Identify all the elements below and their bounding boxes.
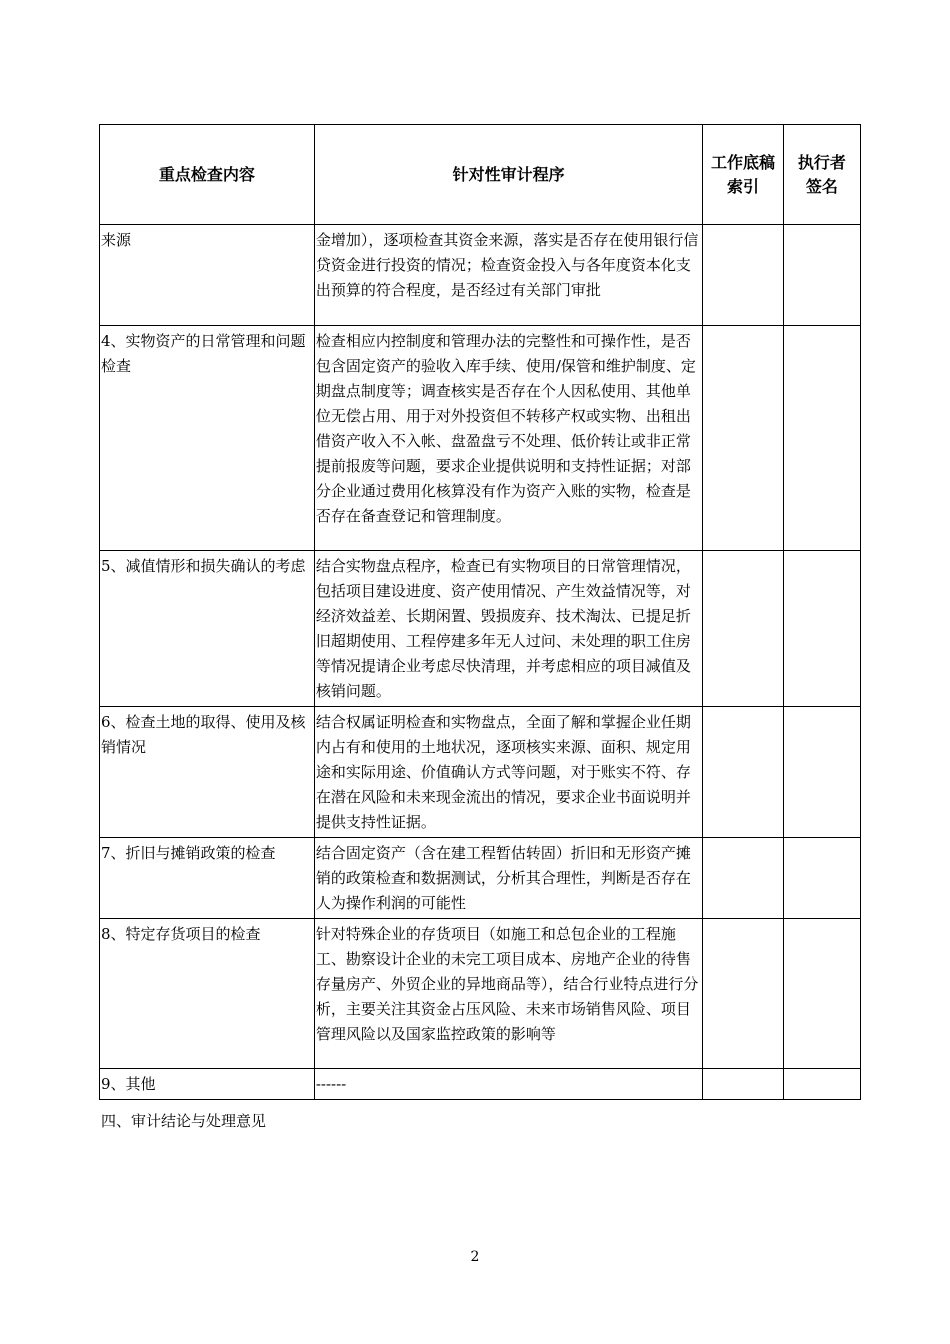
- row-index-text: [703, 551, 782, 556]
- row-index-text: [703, 326, 782, 331]
- row-item-cell: [100, 1069, 315, 1100]
- row-signer-text: [784, 225, 860, 230]
- row-item-text: 8、特定存货项目的检查: [101, 925, 261, 943]
- table-row: [100, 838, 861, 919]
- row-procedure-text: 结合权属证明检查和实物盘点，全面了解和掌握企业任期内占有和使用的土地状况，逐项核实来源、面积、规定用途和实际用途、价值确认方式等问题，对于账实不符、存在潜在风险和未来现金流出的情况，要求企业书面说明并提供支持性证据。: [315, 713, 691, 831]
- header-workpaper-index-line-1: 工作底稿: [711, 152, 776, 172]
- page-number: 2: [470, 1249, 480, 1265]
- row-item-cell: [100, 838, 315, 919]
- row-signer-cell: [783, 1069, 860, 1100]
- header-key-content: 重点检查内容: [100, 125, 315, 225]
- row-item-text: 来源: [101, 231, 132, 249]
- row-signer-text: [784, 326, 860, 331]
- row-index-text: [703, 838, 782, 843]
- row-procedure-cell: [314, 838, 703, 919]
- table-row: [100, 326, 861, 551]
- row-index-cell: [703, 326, 783, 551]
- header-executor-signature-line-2: 签名: [805, 176, 838, 196]
- row-index-text: [703, 225, 782, 230]
- row-index-text: [703, 919, 782, 924]
- row-signer-cell: [783, 326, 860, 551]
- row-signer-cell: [783, 225, 860, 326]
- row-item-text: 6、检查土地的取得、使用及核销情况: [101, 713, 306, 756]
- row-signer-text: [784, 707, 860, 712]
- row-index-text: [703, 707, 782, 712]
- row-index-cell: [703, 1069, 783, 1100]
- row-item-text: 5、减值情形和损失确认的考虑: [101, 557, 306, 575]
- header-workpaper-index: [703, 125, 783, 225]
- row-signer-text: [784, 551, 860, 556]
- row-signer-text: [784, 919, 860, 924]
- row-item-cell: [100, 225, 315, 326]
- row-signer-cell: [783, 707, 860, 838]
- row-signer-cell: [783, 551, 860, 707]
- row-item-cell: [100, 326, 315, 551]
- row-procedure-cell: [314, 551, 703, 707]
- row-index-cell: [703, 838, 783, 919]
- row-signer-cell: [783, 838, 860, 919]
- row-index-cell: [703, 919, 783, 1069]
- header-workpaper-index-line-2: 索引: [727, 176, 760, 196]
- row-index-text: [703, 1069, 782, 1074]
- header-executor-signature-line-1: 执行者: [797, 152, 846, 172]
- row-signer-text: [784, 1069, 860, 1074]
- row-signer-text: [784, 838, 860, 843]
- row-signer-cell: [783, 919, 860, 1069]
- row-item-cell: [100, 551, 315, 707]
- row-item-cell: [100, 707, 315, 838]
- header-executor-signature: [783, 125, 860, 225]
- row-procedure-cell: [314, 326, 703, 551]
- row-item-cell: [100, 919, 315, 1069]
- section-heading-audit-conclusion: 四、审计结论与处理意见: [101, 1112, 267, 1130]
- row-item-text: 4、实物资产的日常管理和问题检查: [101, 332, 306, 375]
- row-procedure-cell: [314, 225, 703, 326]
- row-item-text: 9、其他: [101, 1075, 156, 1093]
- row-procedure-text: 金增加），逐项检查其资金来源，落实是否存在使用银行信贷资金进行投资的情况；检查资金投入与各年度资本化支出预算的符合程度，是否经过有关部门审批: [315, 231, 699, 299]
- row-procedure-text: 结合实物盘点程序，检查已有实物项目的日常管理情况，包括项目建设进度、资产使用情况、产生效益情况等，对经济效益差、长期闲置、毁损废弃、技术淘汰、已提足折旧超期使用、工程停建多年无人过问、未处理的职工住房等情况提请企业考虑尽快清理，并考虑相应的项目减值及核销问题。: [315, 557, 691, 700]
- table-row: [100, 1069, 861, 1100]
- row-procedure-text: ------: [315, 1075, 347, 1093]
- table-row: [100, 551, 861, 707]
- row-index-cell: [703, 707, 783, 838]
- row-procedure-text: 结合固定资产（含在建工程暂估转固）折旧和无形资产摊销的政策检查和数据测试，分析其合理性，判断是否存在人为操作利润的可能性: [315, 844, 691, 912]
- row-procedure-text: 检查相应内控制度和管理办法的完整性和可操作性，是否包含固定资产的验收入库手续、使用/保管和维护制度、定期盘点制度等；调查核实是否存在个人因私使用、其他单位无偿占用、用于对外投资但不转移产权或实物、出租出借资产收入不入帐、盘盈盘亏不处理、低价转让或非正常提前报废等问题，要求企业提供说明和支持性证据；对部分企业通过费用化核算没有作为资产入账的实物，检查是否存在备查登记和管理制度。: [315, 332, 696, 525]
- row-index-cell: [703, 551, 783, 707]
- row-item-text: 7、折旧与摊销政策的检查: [101, 844, 276, 862]
- table-row: [100, 225, 861, 326]
- audit-procedure-table: [99, 124, 861, 1100]
- row-procedure-cell: [314, 1069, 703, 1100]
- row-index-cell: [703, 225, 783, 326]
- table-header-row: [100, 125, 861, 225]
- row-procedure-text: 针对特殊企业的存货项目（如施工和总包企业的工程施工、勘察设计企业的未完工项目成本、房地产企业的待售存量房产、外贸企业的异地商品等），结合行业特点进行分析，主要关注其资金占压风险、未来市场销售风险、项目管理风险以及国家监控政策的影响等: [315, 925, 699, 1043]
- table-row: [100, 707, 861, 838]
- header-audit-procedure: 针对性审计程序: [314, 125, 703, 225]
- table-row: [100, 919, 861, 1069]
- row-procedure-cell: [314, 919, 703, 1069]
- row-procedure-cell: [314, 707, 703, 838]
